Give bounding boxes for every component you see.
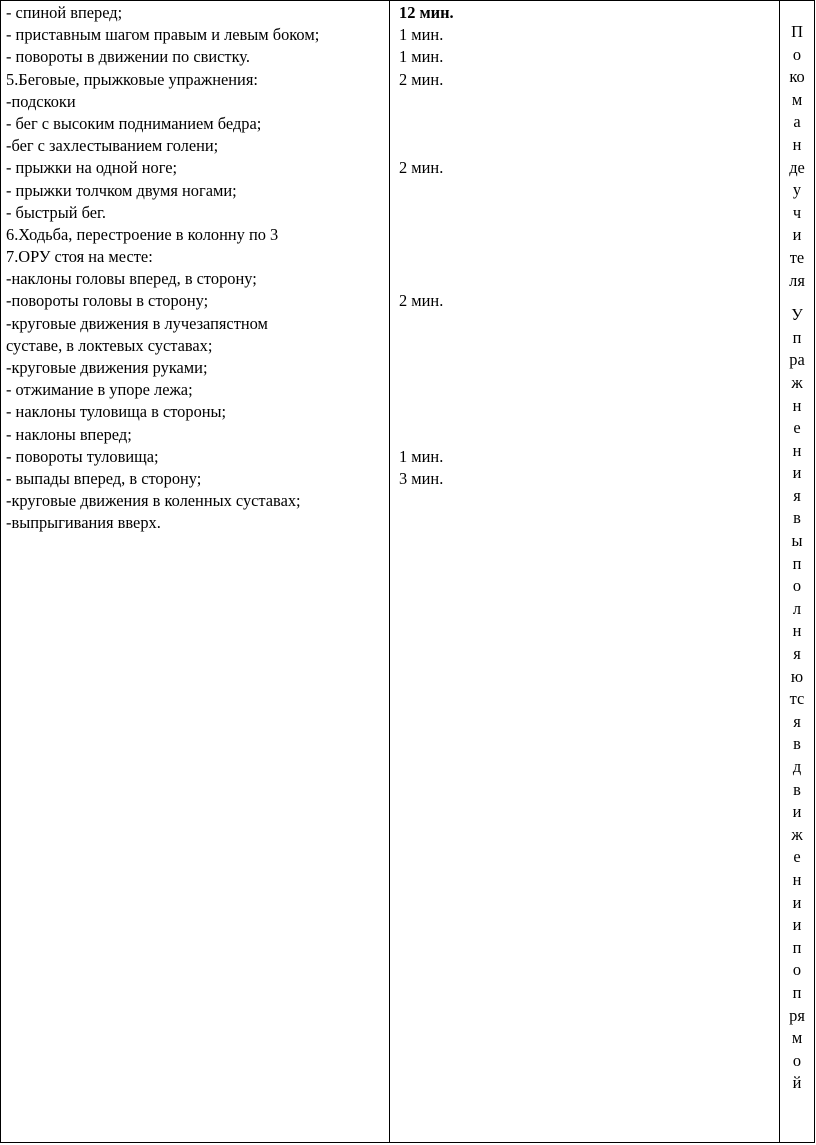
note-char: П bbox=[791, 22, 803, 41]
exercise-line: суставе, в локтевых суставах; bbox=[6, 335, 213, 355]
exercise-line: - повороты туловища; bbox=[6, 446, 159, 466]
note-char: н bbox=[792, 621, 802, 641]
note-char: ж bbox=[791, 372, 803, 392]
note-char: я bbox=[793, 711, 801, 731]
duration-line bbox=[399, 180, 779, 202]
exercise-note bbox=[780, 304, 814, 1095]
note-char: ч bbox=[792, 202, 802, 222]
exercise-line: -подскоки bbox=[6, 91, 76, 111]
duration-line bbox=[399, 91, 779, 113]
duration-line bbox=[399, 424, 779, 446]
note-char: в bbox=[793, 508, 801, 528]
note-char: а bbox=[793, 112, 801, 132]
note-char: ко bbox=[789, 67, 805, 87]
note-char: п bbox=[792, 327, 802, 347]
note-char: ж bbox=[791, 824, 803, 844]
exercise-line: -бег с захлестыванием голени; bbox=[6, 136, 219, 156]
exercise-list bbox=[6, 2, 389, 535]
note-char: и bbox=[792, 802, 802, 822]
table-row bbox=[1, 1, 815, 1143]
note-char: н bbox=[792, 395, 802, 415]
note-char: я bbox=[793, 644, 801, 664]
duration-line bbox=[399, 202, 779, 224]
exercise-line: -круговые движения в коленных суставах; bbox=[6, 491, 301, 511]
exercise-line: - наклоны туловища в стороны; bbox=[6, 402, 227, 422]
exercise-line: - бег с высоким подниманием бедра; bbox=[6, 113, 262, 133]
note-char: о bbox=[792, 576, 802, 596]
note-char: и bbox=[792, 225, 802, 245]
note-char: н bbox=[792, 869, 802, 889]
duration-line bbox=[399, 379, 779, 401]
note-char: де bbox=[789, 157, 805, 177]
duration-line bbox=[399, 268, 779, 290]
duration-line: 2 мин. bbox=[399, 291, 444, 311]
note-char: в bbox=[793, 779, 801, 799]
exercise-line: -наклоны головы вперед, в сторону; bbox=[6, 269, 257, 289]
durations-cell bbox=[390, 1, 780, 1143]
note-char: ы bbox=[791, 531, 803, 551]
duration-line: 2 мин. bbox=[399, 158, 444, 178]
exercise-line: -повороты головы в сторону; bbox=[6, 291, 209, 311]
duration-list bbox=[399, 2, 779, 490]
note-char: е bbox=[793, 847, 801, 867]
exercise-line: - повороты в движении по свистку. bbox=[6, 47, 250, 67]
exercise-line: - спиной вперед; bbox=[6, 3, 123, 22]
duration-line bbox=[399, 224, 779, 246]
exercise-line: 5.Беговые, прыжковые упражнения: bbox=[6, 69, 258, 89]
duration-line: 12 мин. bbox=[399, 3, 454, 22]
duration-line bbox=[399, 313, 779, 335]
note-char: и bbox=[792, 463, 802, 483]
note-char: ра bbox=[789, 350, 805, 370]
exercise-line: -круговые движения в лучезапястном bbox=[6, 313, 268, 333]
duration-line bbox=[399, 135, 779, 157]
duration-line bbox=[399, 357, 779, 379]
note-char: ля bbox=[789, 270, 805, 290]
note-char: У bbox=[791, 305, 803, 325]
note-char: д bbox=[792, 757, 802, 776]
note-char: в bbox=[793, 734, 801, 754]
note-char: е bbox=[793, 418, 801, 438]
exercise-line: -круговые движения руками; bbox=[6, 358, 208, 377]
note-char: м bbox=[791, 89, 803, 109]
exercise-line: - быстрый бег. bbox=[6, 202, 106, 222]
duration-line bbox=[399, 335, 779, 357]
note-char: о bbox=[792, 1050, 802, 1070]
note-char: о bbox=[792, 44, 802, 64]
note-char: п bbox=[792, 982, 802, 1002]
duration-line: 1 мин. bbox=[399, 446, 444, 466]
note-char: м bbox=[791, 1028, 803, 1048]
note-char: н bbox=[792, 134, 802, 154]
notes-cell bbox=[780, 1, 815, 1143]
exercise-line: - прыжки на одной ноге; bbox=[6, 158, 178, 178]
duration-line: 3 мин. bbox=[399, 468, 444, 488]
note-char: н bbox=[792, 440, 802, 460]
exercise-line: - приставным шагом правым и левым боком; bbox=[6, 25, 320, 45]
exercise-line: -выпрыгивания вверх. bbox=[6, 513, 161, 533]
duration-line: 2 мин. bbox=[399, 69, 444, 89]
note-char: л bbox=[792, 598, 802, 618]
exercise-line: - прыжки толчком двумя ногами; bbox=[6, 180, 237, 200]
note-char: и bbox=[792, 892, 802, 912]
note-char: ю bbox=[790, 666, 804, 686]
exercises-cell bbox=[1, 1, 390, 1143]
note-char: ря bbox=[789, 1005, 805, 1025]
exercise-line: - выпады вперед, в сторону; bbox=[6, 468, 202, 488]
exercise-line: 6.Ходьба, перестроение в колонну по 3 bbox=[6, 224, 279, 244]
teacher-command-note bbox=[780, 21, 814, 292]
duration-line bbox=[399, 113, 779, 135]
note-char: тс bbox=[789, 689, 805, 709]
note-char: и bbox=[792, 915, 802, 935]
duration-line: 1 мин. bbox=[399, 47, 444, 67]
exercise-line: 7.ОРУ стоя на месте: bbox=[6, 247, 153, 267]
note-char: й bbox=[792, 1073, 802, 1093]
note-char: о bbox=[792, 960, 802, 980]
note-char: п bbox=[792, 937, 802, 957]
duration-line: 1 мин. bbox=[399, 25, 444, 45]
exercise-line: - отжимание в упоре лежа; bbox=[6, 380, 193, 400]
duration-line bbox=[399, 246, 779, 268]
note-char: те bbox=[789, 247, 805, 267]
note-char: я bbox=[793, 485, 801, 505]
exercise-line: - наклоны вперед; bbox=[6, 424, 132, 444]
duration-line bbox=[399, 401, 779, 423]
note-char: у bbox=[792, 180, 802, 200]
note-char: п bbox=[792, 553, 802, 573]
